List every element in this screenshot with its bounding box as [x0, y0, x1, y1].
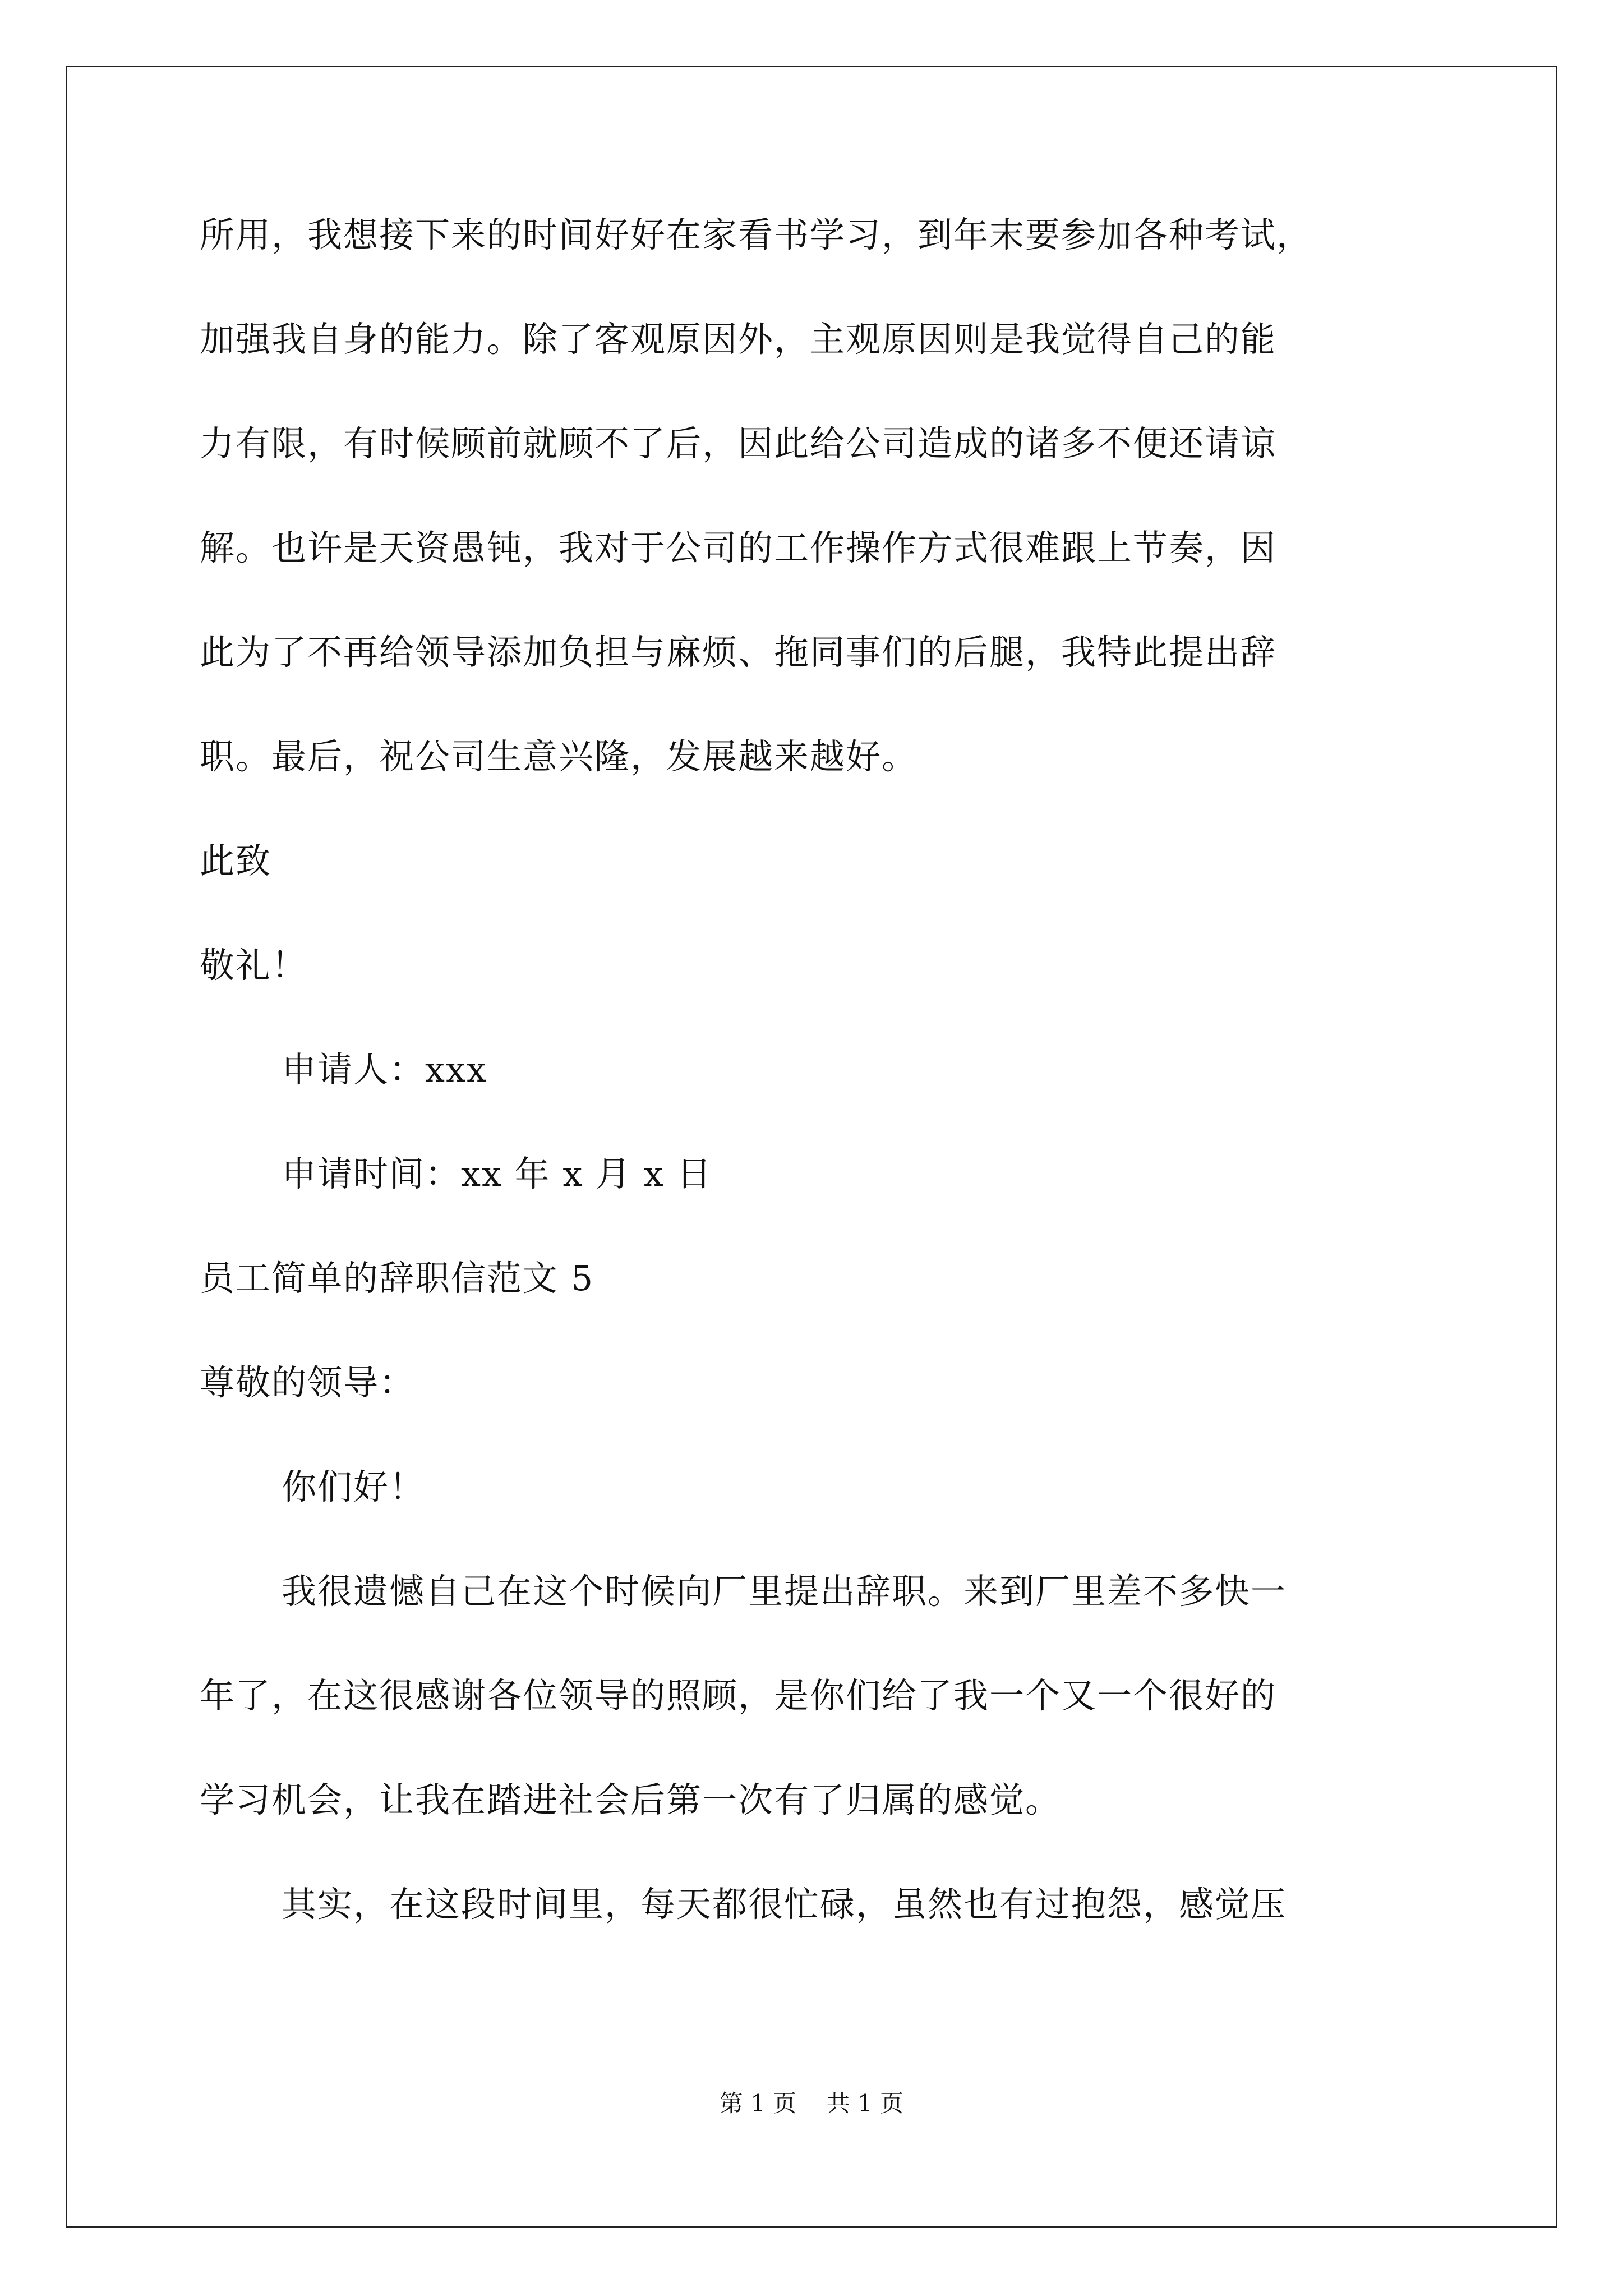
paragraph-line: 学习机会，让我在踏进社会后第一次有了归属的感觉。: [200, 1779, 1062, 1820]
greeting-line: 尊敬的领导：: [200, 1362, 416, 1403]
paragraph-line: 我很遗憾自己在这个时候向厂里提出辞职。来到厂里差不多快一: [282, 1571, 1287, 1612]
page-number-footer: 第 1 页 共 1 页: [719, 2090, 904, 2117]
paragraph-line: 所用，我想接下来的时间好好在家看书学习，到年末要参加各种考试，: [200, 214, 1313, 255]
paragraph-line: 其实，在这段时间里，每天都很忙碌，虽然也有过抱怨，感觉压: [282, 1884, 1287, 1925]
paragraph-line: 年了，在这很感谢各位领导的照顾，是你们给了我一个又一个很好的: [200, 1675, 1277, 1716]
paragraph-line: 解。也许是天资愚钝，我对于公司的工作操作方式很难跟上节奏，因: [200, 527, 1277, 568]
section-title: 员工简单的辞职信范文 5: [200, 1258, 594, 1299]
greeting-hello: 你们好！: [282, 1466, 426, 1507]
paragraph-line: 加强我自身的能力。除了客观原因外，主观原因则是我觉得自己的能: [200, 319, 1277, 360]
paragraph-line: 此为了不再给领导添加负担与麻烦、拖同事们的后腿，我特此提出辞: [200, 632, 1277, 673]
closing-salutation: 敬礼！: [200, 945, 308, 986]
paragraph-line: 力有限，有时候顾前就顾不了后，因此给公司造成的诸多不便还请谅: [200, 423, 1277, 464]
paragraph-line: 职。最后，祝公司生意兴隆，发展越来越好。: [200, 736, 918, 777]
closing-line: 此致: [200, 840, 272, 881]
application-date-line: 申请时间：xx 年 x 月 x 日: [282, 1153, 713, 1194]
applicant-line: 申请人：xxx: [282, 1049, 487, 1090]
